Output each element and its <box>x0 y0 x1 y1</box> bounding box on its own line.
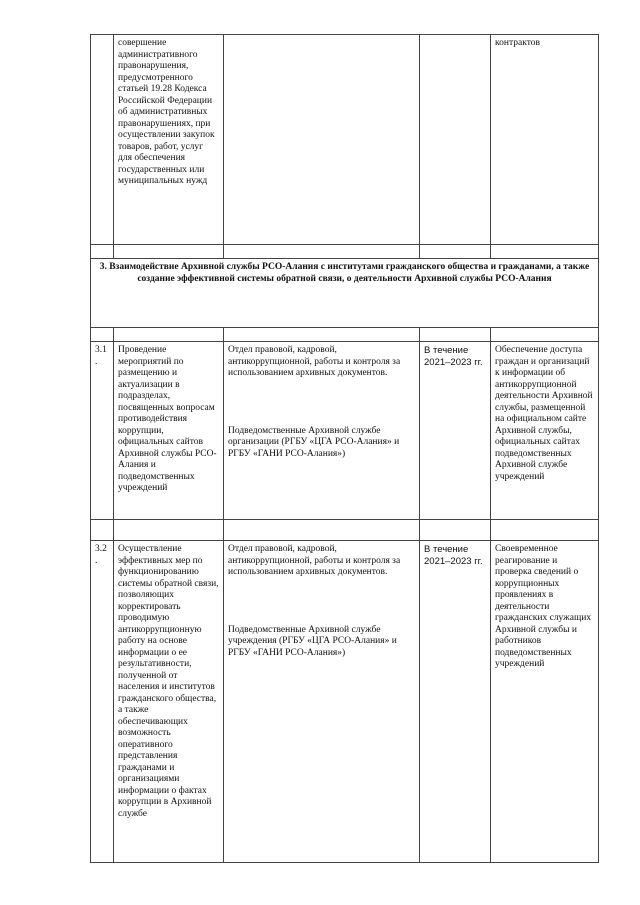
term-cell: В течение 2021–2023 гг. <box>420 541 491 863</box>
result-cell: Своевременное реагирование и проверка сведений о коррупционных проявлениях в деятельности гражданских служащих Архивной службы и работников подведомственных учреждений <box>491 541 599 863</box>
row-number: 3.1. <box>91 342 114 520</box>
result-cell: Обеспечение доступа граждан и организаций к информации об антикоррупционной деятельности Архивной службы, размещенной на официальном сайте Архивной службы, официальных сайтах подведомственных Архивной службе учреждений <box>491 342 599 520</box>
row-number: 3.2. <box>91 541 114 863</box>
measure-cell: совершение административного правонарушения, предусмотренного статьей 19.28 Кодекса Российской Федерации об административных правонарушениях, при осуществлении закупок товаров, работ, услуг для обеспечения государственных или муниципальных нужд <box>114 35 224 245</box>
table-row <box>91 541 599 863</box>
table-row <box>91 342 599 520</box>
executor-subordinate: Подведомственные Архивной службе учреждения (РГБУ «ЦГА РСО-Алания» и РГБУ «ГАНИ РСО-Алания») <box>228 624 397 658</box>
result-cell: контрактов <box>491 35 599 245</box>
term-cell: В течение 2021–2023 гг. <box>420 342 491 520</box>
term-cell <box>420 35 491 245</box>
anticorruption-plan-table <box>90 34 599 863</box>
table-gap-row <box>91 520 599 541</box>
measure-cell: Проведение мероприятий по размещению и актуализации в подразделах, посвященных вопросам противодействия коррупции, официальных сайтов Архивной службы РСО-Алания и подведомственных учреждений <box>114 342 224 520</box>
measure-cell: Осуществление эффективных мер по функционированию системы обратной связи, позволяющих корректировать проводимую антикоррупционную работу на основе информации о ее результативности, полученной от населения и институтов гражданского общества, а также обеспечивающих возможность оперативного представления гражданами и организациями информации о фактах коррупции в Архивной службе <box>114 541 224 863</box>
executor-cell <box>224 541 420 863</box>
executor-primary: Отдел правовой, кадровой, антикоррупционной, работы и контроля за использованием архивных документов. <box>228 544 401 577</box>
row-number <box>91 35 114 245</box>
section-title: 3. Взаимодействие Архивной службы РСО-Алания с институтами гражданского общества и гражданами, а также создание эффективной системы обратной связи, о деятельности Архивной службы РСО-Алания <box>91 259 599 328</box>
section-header-row <box>91 259 599 328</box>
table-row-continued <box>91 35 599 245</box>
table-gap-row <box>91 328 599 342</box>
executor-cell <box>224 342 420 520</box>
executor-primary: Отдел правовой, кадровой, антикоррупционной, работы и контроля за использованием архивных документов. <box>228 345 401 378</box>
executor-subordinate: Подведомственные Архивной службе организации (РГБУ «ЦГА РСО-Алания» и РГБУ «ГАНИ РСО-Алания») <box>228 425 400 459</box>
executor-cell <box>224 35 420 245</box>
table-gap-row <box>91 245 599 259</box>
